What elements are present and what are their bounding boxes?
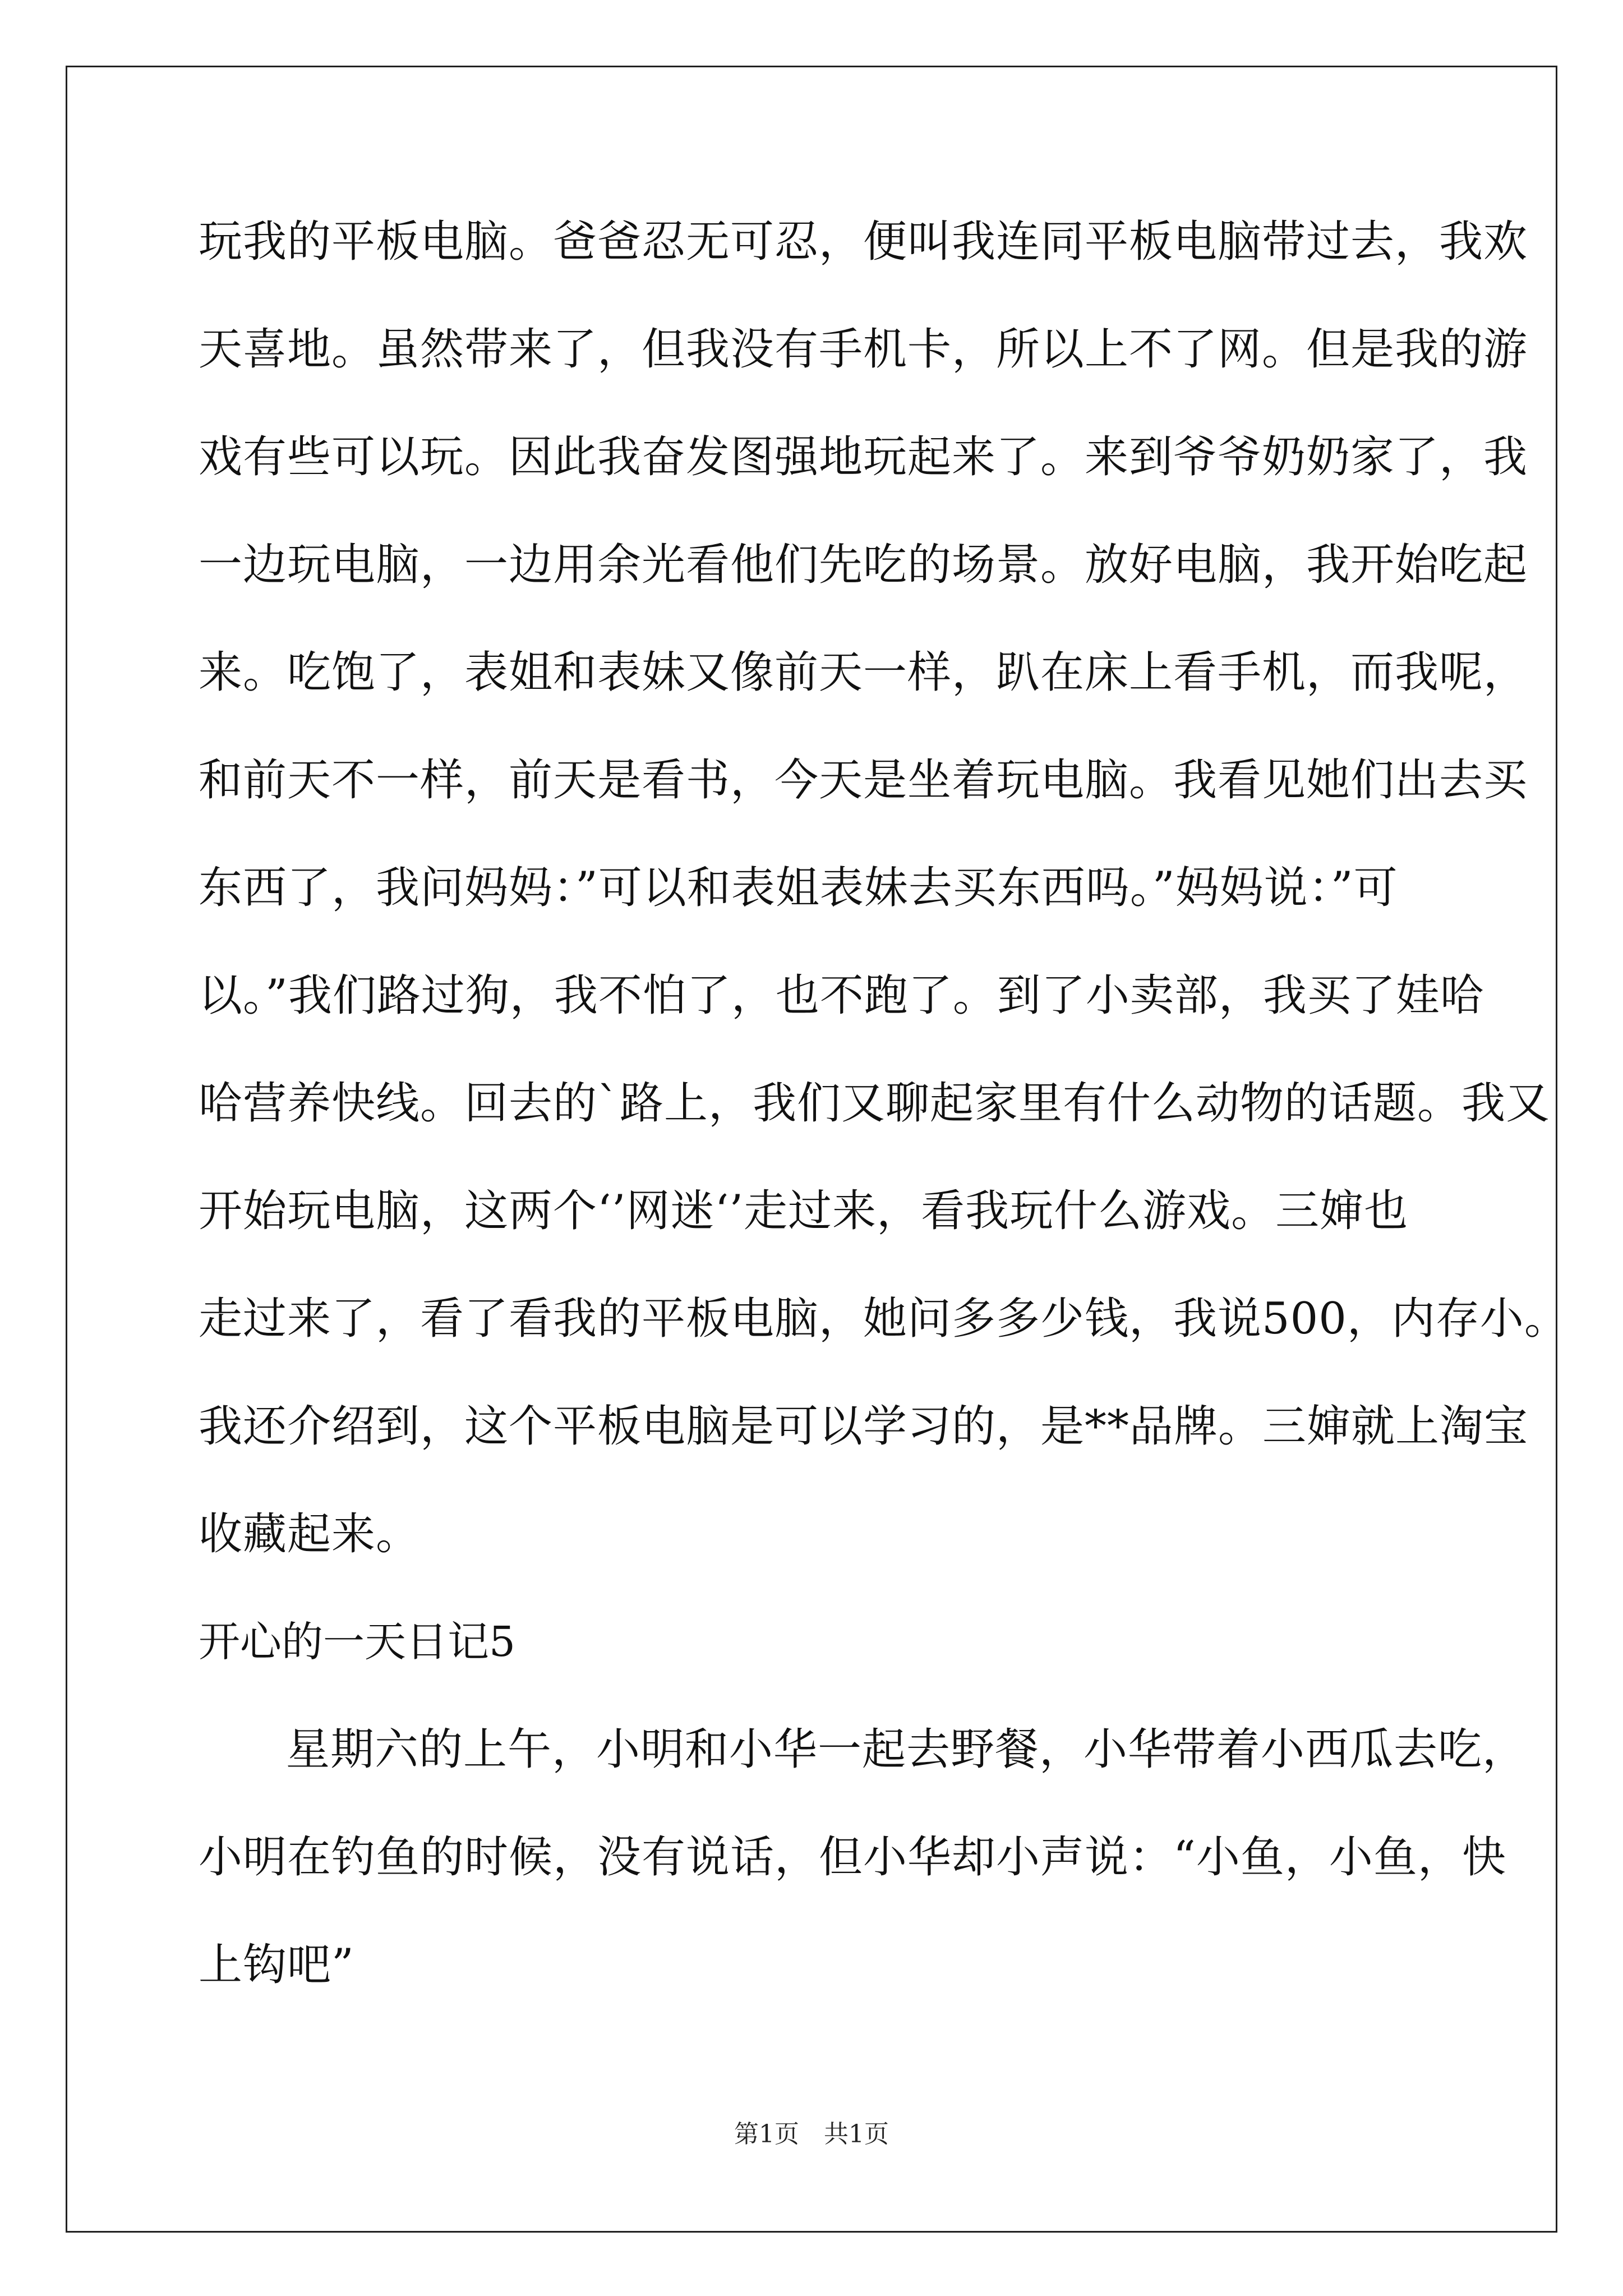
paragraph-line-1: 星期六的上午，小明和小华一起去野餐，小华带着小西瓜去吃， <box>286 1724 1527 1775</box>
text-line-7: 东西了，我问妈妈：”可以和表姐表妹去买东西吗。”妈妈说：”可 <box>199 863 1398 913</box>
paragraph-line-2: 小明在钓鱼的时候，没有说话，但小华却小声说：“小鱼，小鱼，快 <box>199 1832 1506 1883</box>
text-line-9: 哈营养快线。回去的`路上，我们又聊起家里有什么动物的话题。我又 <box>199 1078 1551 1129</box>
text-line-3: 戏有些可以玩。因此我奋发图强地玩起来了。来到爷爷奶奶家了，我 <box>199 432 1528 482</box>
text-line-1: 玩我的平板电脑。爸爸忍无可忍，便叫我连同平板电脑带过去，我欢 <box>199 217 1528 267</box>
text-line-12: 我还介绍到，这个平板电脑是可以学习的，是**品牌。三婶就上淘宝 <box>199 1401 1529 1452</box>
page-footer: 第1页 共1页 <box>734 2120 889 2148</box>
text-line-4: 一边玩电脑，一边用余光看他们先吃的场景。放好电脑，我开始吃起 <box>199 540 1528 590</box>
text-line-11: 走过来了，看了看我的平板电脑，她问多多少钱，我说500，内存小。 <box>199 1294 1569 1344</box>
text-line-5: 来。吃饱了，表姐和表妹又像前天一样，趴在床上看手机，而我呢， <box>199 647 1528 698</box>
text-line-8: 以。”我们路过狗，我不怕了，也不跑了。到了小卖部，我买了娃哈 <box>199 970 1484 1021</box>
section-title: 开心的一天日记5 <box>199 1618 516 1666</box>
document-body <box>199 215 1569 2046</box>
text-line-6: 和前天不一样，前天是看书，今天是坐着玩电脑。我看见她们出去买 <box>199 755 1528 806</box>
text-line-13: 收藏起来。 <box>199 1509 421 1559</box>
text-line-2: 天喜地。虽然带来了，但我没有手机卡，所以上不了网。但是我的游 <box>199 324 1528 375</box>
text-line-10: 开始玩电脑，这两个‘’网迷‘’走过来，看我玩什么游戏。三婶也 <box>199 1186 1409 1236</box>
paragraph-line-3: 上钩吧” <box>199 1940 354 1990</box>
